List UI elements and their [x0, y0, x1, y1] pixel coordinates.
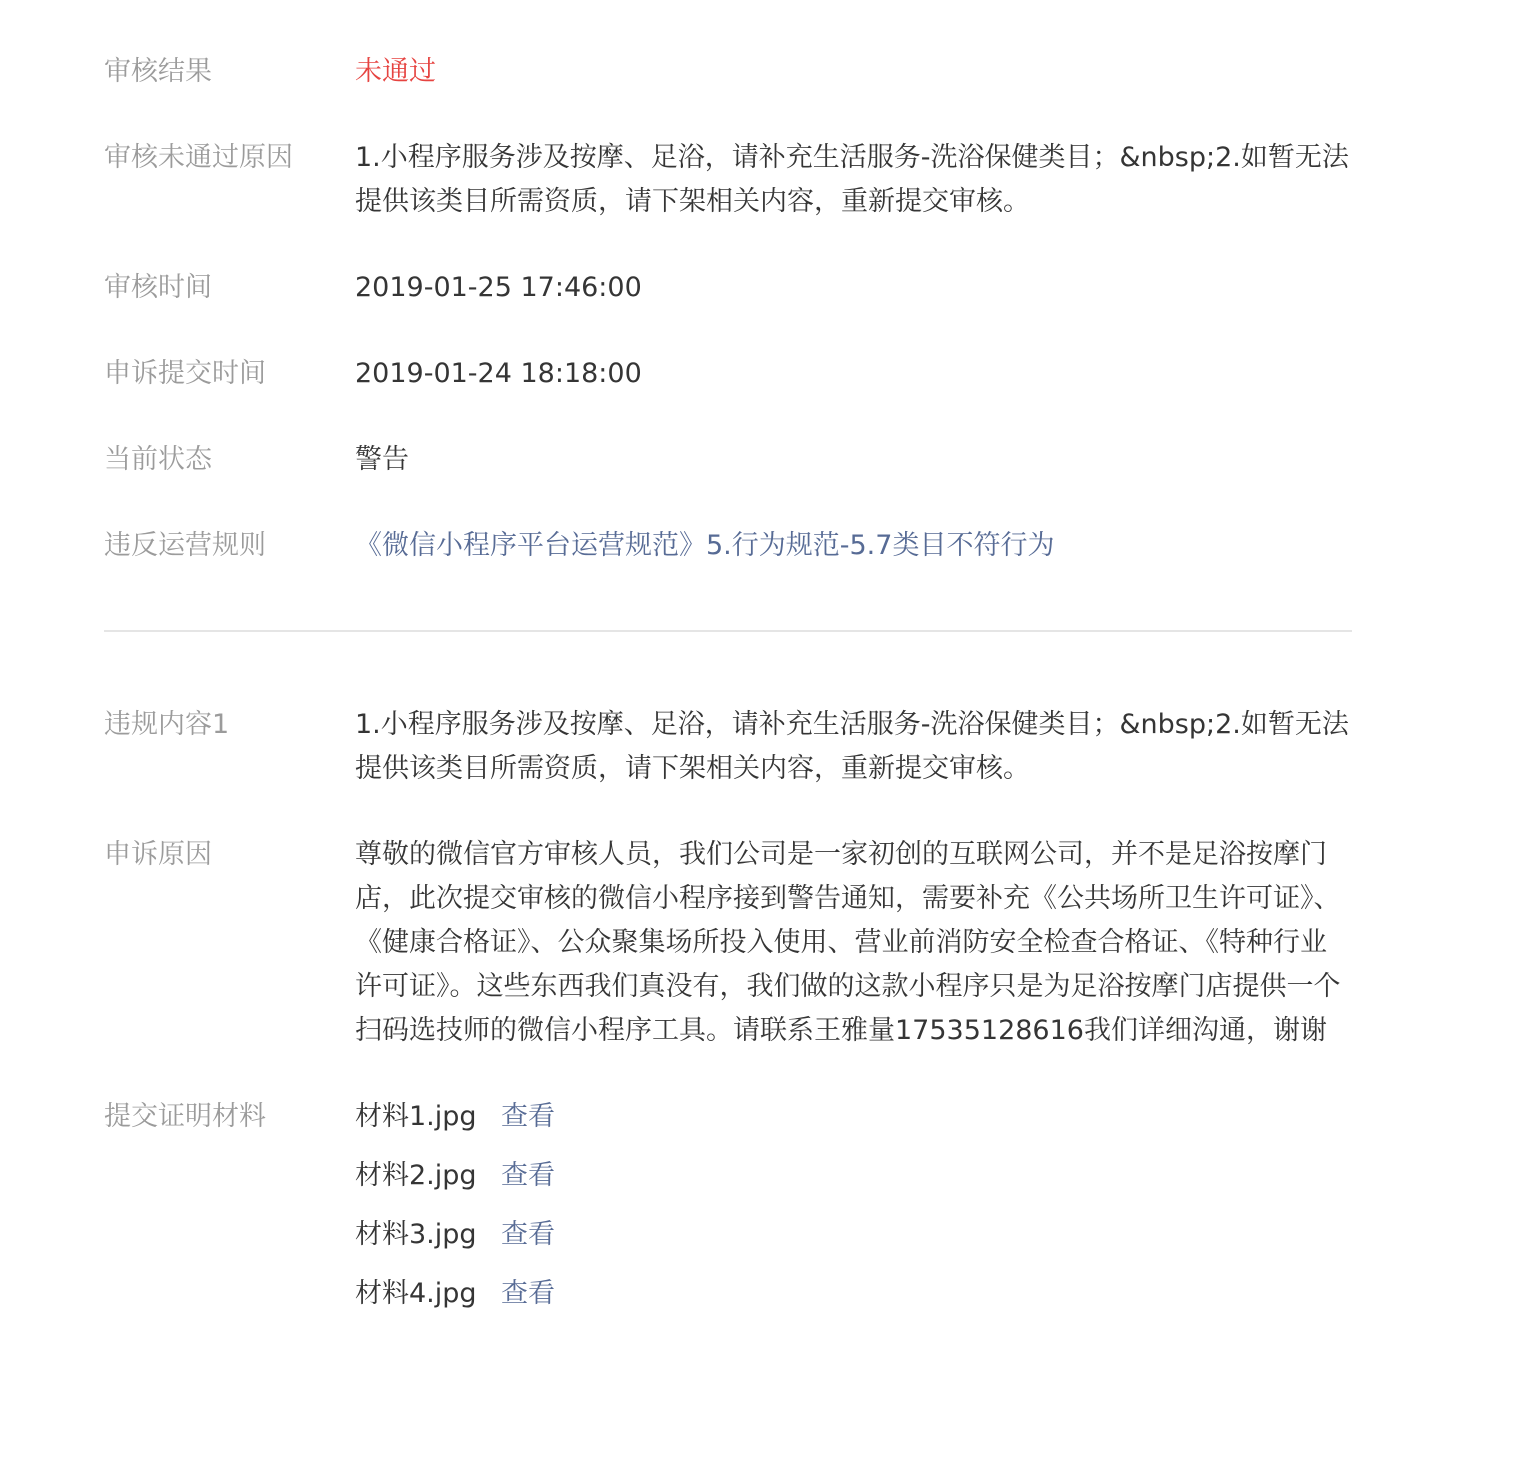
material-item: [355, 1213, 555, 1257]
current-status-label: 当前状态: [104, 444, 212, 475]
review-reason-value: 1.小程序服务涉及按摩、足浴，请补充生活服务-洗浴保健类目；&nbsp;2.如暂无法提供该类目所需资质，请下架相关内容，重新提交审核。: [355, 142, 1349, 217]
view-material-link[interactable]: 查看: [501, 1278, 555, 1309]
material-item: [355, 1154, 555, 1198]
material-name: 材料2.jpg: [355, 1160, 477, 1191]
review-result-label: 审核结果: [104, 56, 212, 87]
appeal-time-label: 申诉提交时间: [104, 358, 266, 389]
violation-content-value: 1.小程序服务涉及按摩、足浴，请补充生活服务-洗浴保健类目；&nbsp;2.如暂无法提供该类目所需资质，请下架相关内容，重新提交审核。: [355, 709, 1349, 784]
violation-content-label: 违规内容1: [104, 709, 230, 740]
material-item: [355, 1272, 555, 1316]
review-reason-label: 审核未通过原因: [104, 142, 293, 173]
violated-rule-link[interactable]: 《微信小程序平台运营规范》5.行为规范-5.7类目不符行为: [355, 530, 1055, 561]
appeal-time-value: 2019-01-24 18:18:00: [355, 358, 642, 389]
review-result-value: 未通过: [355, 56, 436, 87]
review-reason-row: [104, 136, 1352, 224]
review-time-row: [104, 266, 1352, 310]
appeal-reason-label: 申诉原因: [104, 839, 212, 870]
appeal-time-row: [104, 352, 1352, 396]
material-name: 材料3.jpg: [355, 1219, 477, 1250]
violated-rule-row: [104, 524, 1352, 568]
appeal-detail-panel: [104, 50, 1352, 1331]
current-status-row: [104, 438, 1352, 482]
view-material-link[interactable]: 查看: [501, 1219, 555, 1250]
section-divider: [104, 630, 1352, 632]
violation-content-row: [104, 703, 1352, 791]
review-time-value: 2019-01-25 17:46:00: [355, 272, 642, 303]
view-material-link[interactable]: 查看: [501, 1160, 555, 1191]
materials-row: [104, 1095, 1352, 1331]
review-time-label: 审核时间: [104, 272, 212, 303]
appeal-reason-value: 尊敬的微信官方审核人员，我们公司是一家初创的互联网公司，并不是足浴按摩门店，此次提交审核的微信小程序接到警告通知，需要补充《公共场所卫生许可证》、《健康合格证》、公众聚集场所投入使用、营业前消防安全检查合格证、《特种行业许可证》。这些东西我们真没有，我们做的这款小程序只是为足浴按摩门店提供一个扫码选技师的微信小程序工具。请联系王雅量17535128616我们详细沟通，谢谢: [355, 839, 1341, 1046]
material-name: 材料1.jpg: [355, 1101, 477, 1132]
materials-label: 提交证明材料: [104, 1101, 266, 1132]
material-item: [355, 1095, 555, 1139]
current-status-value: 警告: [355, 444, 409, 475]
materials-list: [355, 1095, 555, 1331]
review-result-row: [104, 50, 1352, 94]
material-name: 材料4.jpg: [355, 1278, 477, 1309]
view-material-link[interactable]: 查看: [501, 1101, 555, 1132]
violated-rule-label: 违反运营规则: [104, 530, 266, 561]
appeal-reason-row: [104, 833, 1352, 1053]
